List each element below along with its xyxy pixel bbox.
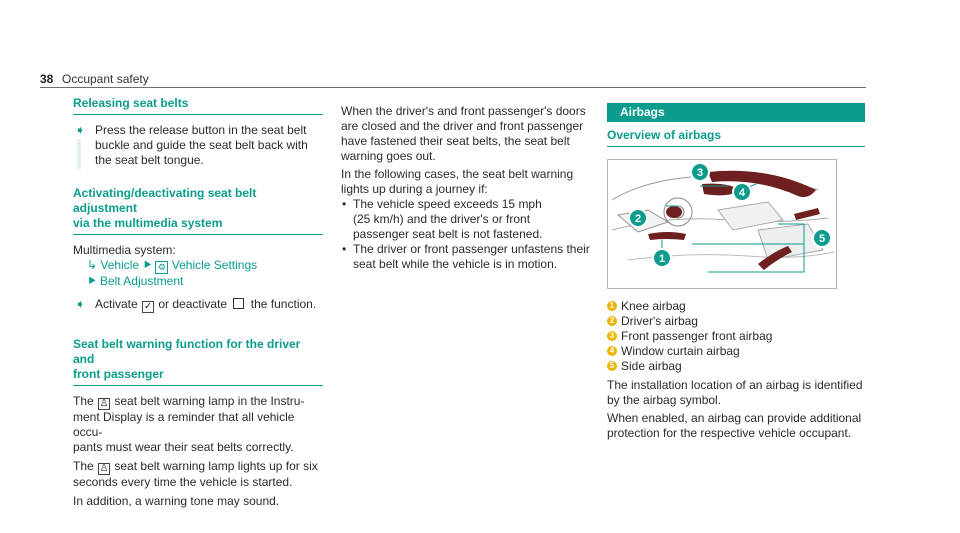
column-right	[607, 103, 865, 441]
heading-activating-l2: via the multimedia system	[73, 216, 223, 230]
callout-4	[733, 183, 751, 201]
step-activate	[73, 297, 323, 313]
installation-para	[607, 378, 865, 408]
callout-5	[813, 229, 831, 247]
seat-belt-lamp-icon: ♙	[99, 398, 109, 409]
text: The	[73, 459, 94, 473]
callout-1-label: 1	[658, 253, 666, 265]
path-belt-adjustment: Belt Adjustment	[99, 274, 184, 288]
step-release-belt	[73, 123, 323, 168]
legend-item	[607, 314, 865, 329]
step-text: Press the release button in the seat belt buckle and guide the seat belt back with the seat belt tongue.	[95, 123, 308, 167]
text: seat belt while the vehicle is in motion.	[353, 257, 558, 271]
bullet-icon: •	[342, 197, 347, 211]
chevron-right-icon: ⯈	[87, 274, 97, 288]
step-arrow-icon: ➧	[75, 297, 86, 311]
text: are closed and the driver and front passenger	[341, 119, 584, 133]
text: pants must wear their seat belts correctly.	[73, 440, 294, 454]
bullet-icon: •	[342, 242, 347, 256]
heading-activating-l1: Activating/deactivating seat belt adjustment	[73, 186, 257, 215]
empty-box-icon	[233, 298, 244, 309]
text: protection for the respective vehicle occupant.	[607, 426, 852, 440]
legend-text: Knee airbag	[621, 299, 686, 313]
path-vehicle: Vehicle	[100, 258, 140, 272]
airbag-illustration	[607, 159, 837, 289]
airbag-legend	[607, 299, 865, 374]
text: seconds every time the vehicle is started.	[73, 475, 293, 489]
text: In the following cases, the seat belt warning	[341, 167, 574, 181]
text: The driver or front passenger unfastens their	[353, 242, 590, 256]
legend-item	[607, 329, 865, 344]
heading-releasing: Releasing seat belts	[73, 96, 189, 110]
callout-2	[629, 209, 647, 227]
callout-4-label: 4	[738, 187, 746, 199]
chevron-right-icon: ⯈	[142, 258, 153, 272]
heading-rule	[607, 146, 865, 147]
doors-para	[341, 104, 596, 164]
text: ment Display is a reminder that all vehicle occu-	[73, 410, 295, 439]
menu-path-line2	[73, 274, 323, 289]
warning-para2	[73, 459, 323, 490]
seat-belt-lamp-icon: ♙	[99, 463, 109, 474]
airbags-band: Airbags	[607, 103, 865, 122]
warning-para3: In addition, a warning tone may sound.	[73, 494, 280, 508]
legend-text: Front passenger front airbag	[621, 329, 773, 343]
warning-para1	[73, 394, 323, 455]
legend-num: 1	[607, 301, 617, 311]
text: by the airbag symbol.	[607, 393, 722, 407]
page-number: 38	[40, 72, 54, 86]
legend-item	[607, 299, 865, 314]
heading-warning-l1: Seat belt warning function for the driver and	[73, 337, 301, 366]
path-return-icon: ↳	[87, 258, 98, 272]
vehicle-settings-icon: ⚙	[155, 261, 168, 274]
text: When the driver's and front passenger's doors	[341, 104, 586, 118]
legend-item	[607, 344, 865, 359]
legend-item	[607, 359, 865, 374]
menu-path-line1	[73, 258, 323, 274]
text: lights up during a journey if:	[341, 182, 488, 196]
heading-warning	[73, 337, 323, 382]
protection-para	[607, 411, 865, 441]
callout-1	[653, 249, 671, 267]
legend-num: 4	[607, 346, 617, 356]
multimedia-intro: Multimedia system:	[73, 243, 176, 257]
callout-2-label: 2	[634, 213, 642, 225]
step-activate-after: the function.	[250, 297, 317, 311]
bullet-unfasten	[341, 242, 596, 272]
text: The installation location of an airbag is identified	[607, 378, 863, 392]
callout-5-label: 5	[818, 233, 826, 245]
text: The	[73, 394, 94, 408]
text: have fastened their seat belts, the seat belt	[341, 134, 570, 148]
path-vehicle-settings: Vehicle Settings	[171, 258, 258, 272]
text: passenger seat belt is not fastened.	[353, 227, 543, 241]
column-middle	[341, 104, 596, 272]
airbag-diagram	[608, 160, 836, 288]
callout-3	[691, 163, 709, 181]
check-box-icon: ✓	[143, 301, 153, 312]
legend-text: Window curtain airbag	[621, 344, 740, 358]
step-activate-before: Activate	[95, 297, 138, 311]
column-left	[73, 96, 323, 509]
text: seat belt warning lamp in the Instru-	[114, 394, 305, 408]
header-rule	[40, 87, 866, 88]
text: seat belt warning lamp lights up for six	[114, 459, 318, 473]
heading-overview: Overview of airbags	[607, 128, 722, 142]
cases-para	[341, 167, 596, 197]
text: warning goes out.	[341, 149, 436, 163]
legend-text: Side airbag	[621, 359, 682, 373]
legend-text: Driver's airbag	[621, 314, 698, 328]
heading-activating	[73, 186, 323, 231]
callout-3-label: 3	[696, 167, 704, 179]
heading-warning-l2: front passenger	[73, 367, 164, 381]
text: (25 km/h) and the driver's or front	[353, 212, 531, 226]
text: The vehicle speed exceeds 15 mph	[353, 197, 542, 211]
text: When enabled, an airbag can provide additional	[607, 411, 862, 425]
legend-num: 3	[607, 331, 617, 341]
section-name: Occupant safety	[62, 72, 149, 86]
step-arrow-icon: ➧	[75, 123, 86, 137]
page-header	[40, 0, 866, 90]
bullet-speed	[341, 197, 596, 242]
legend-num: 5	[607, 361, 617, 371]
step-bar	[77, 139, 81, 169]
step-activate-middle: or deactivate	[158, 297, 228, 311]
legend-num: 2	[607, 316, 617, 326]
